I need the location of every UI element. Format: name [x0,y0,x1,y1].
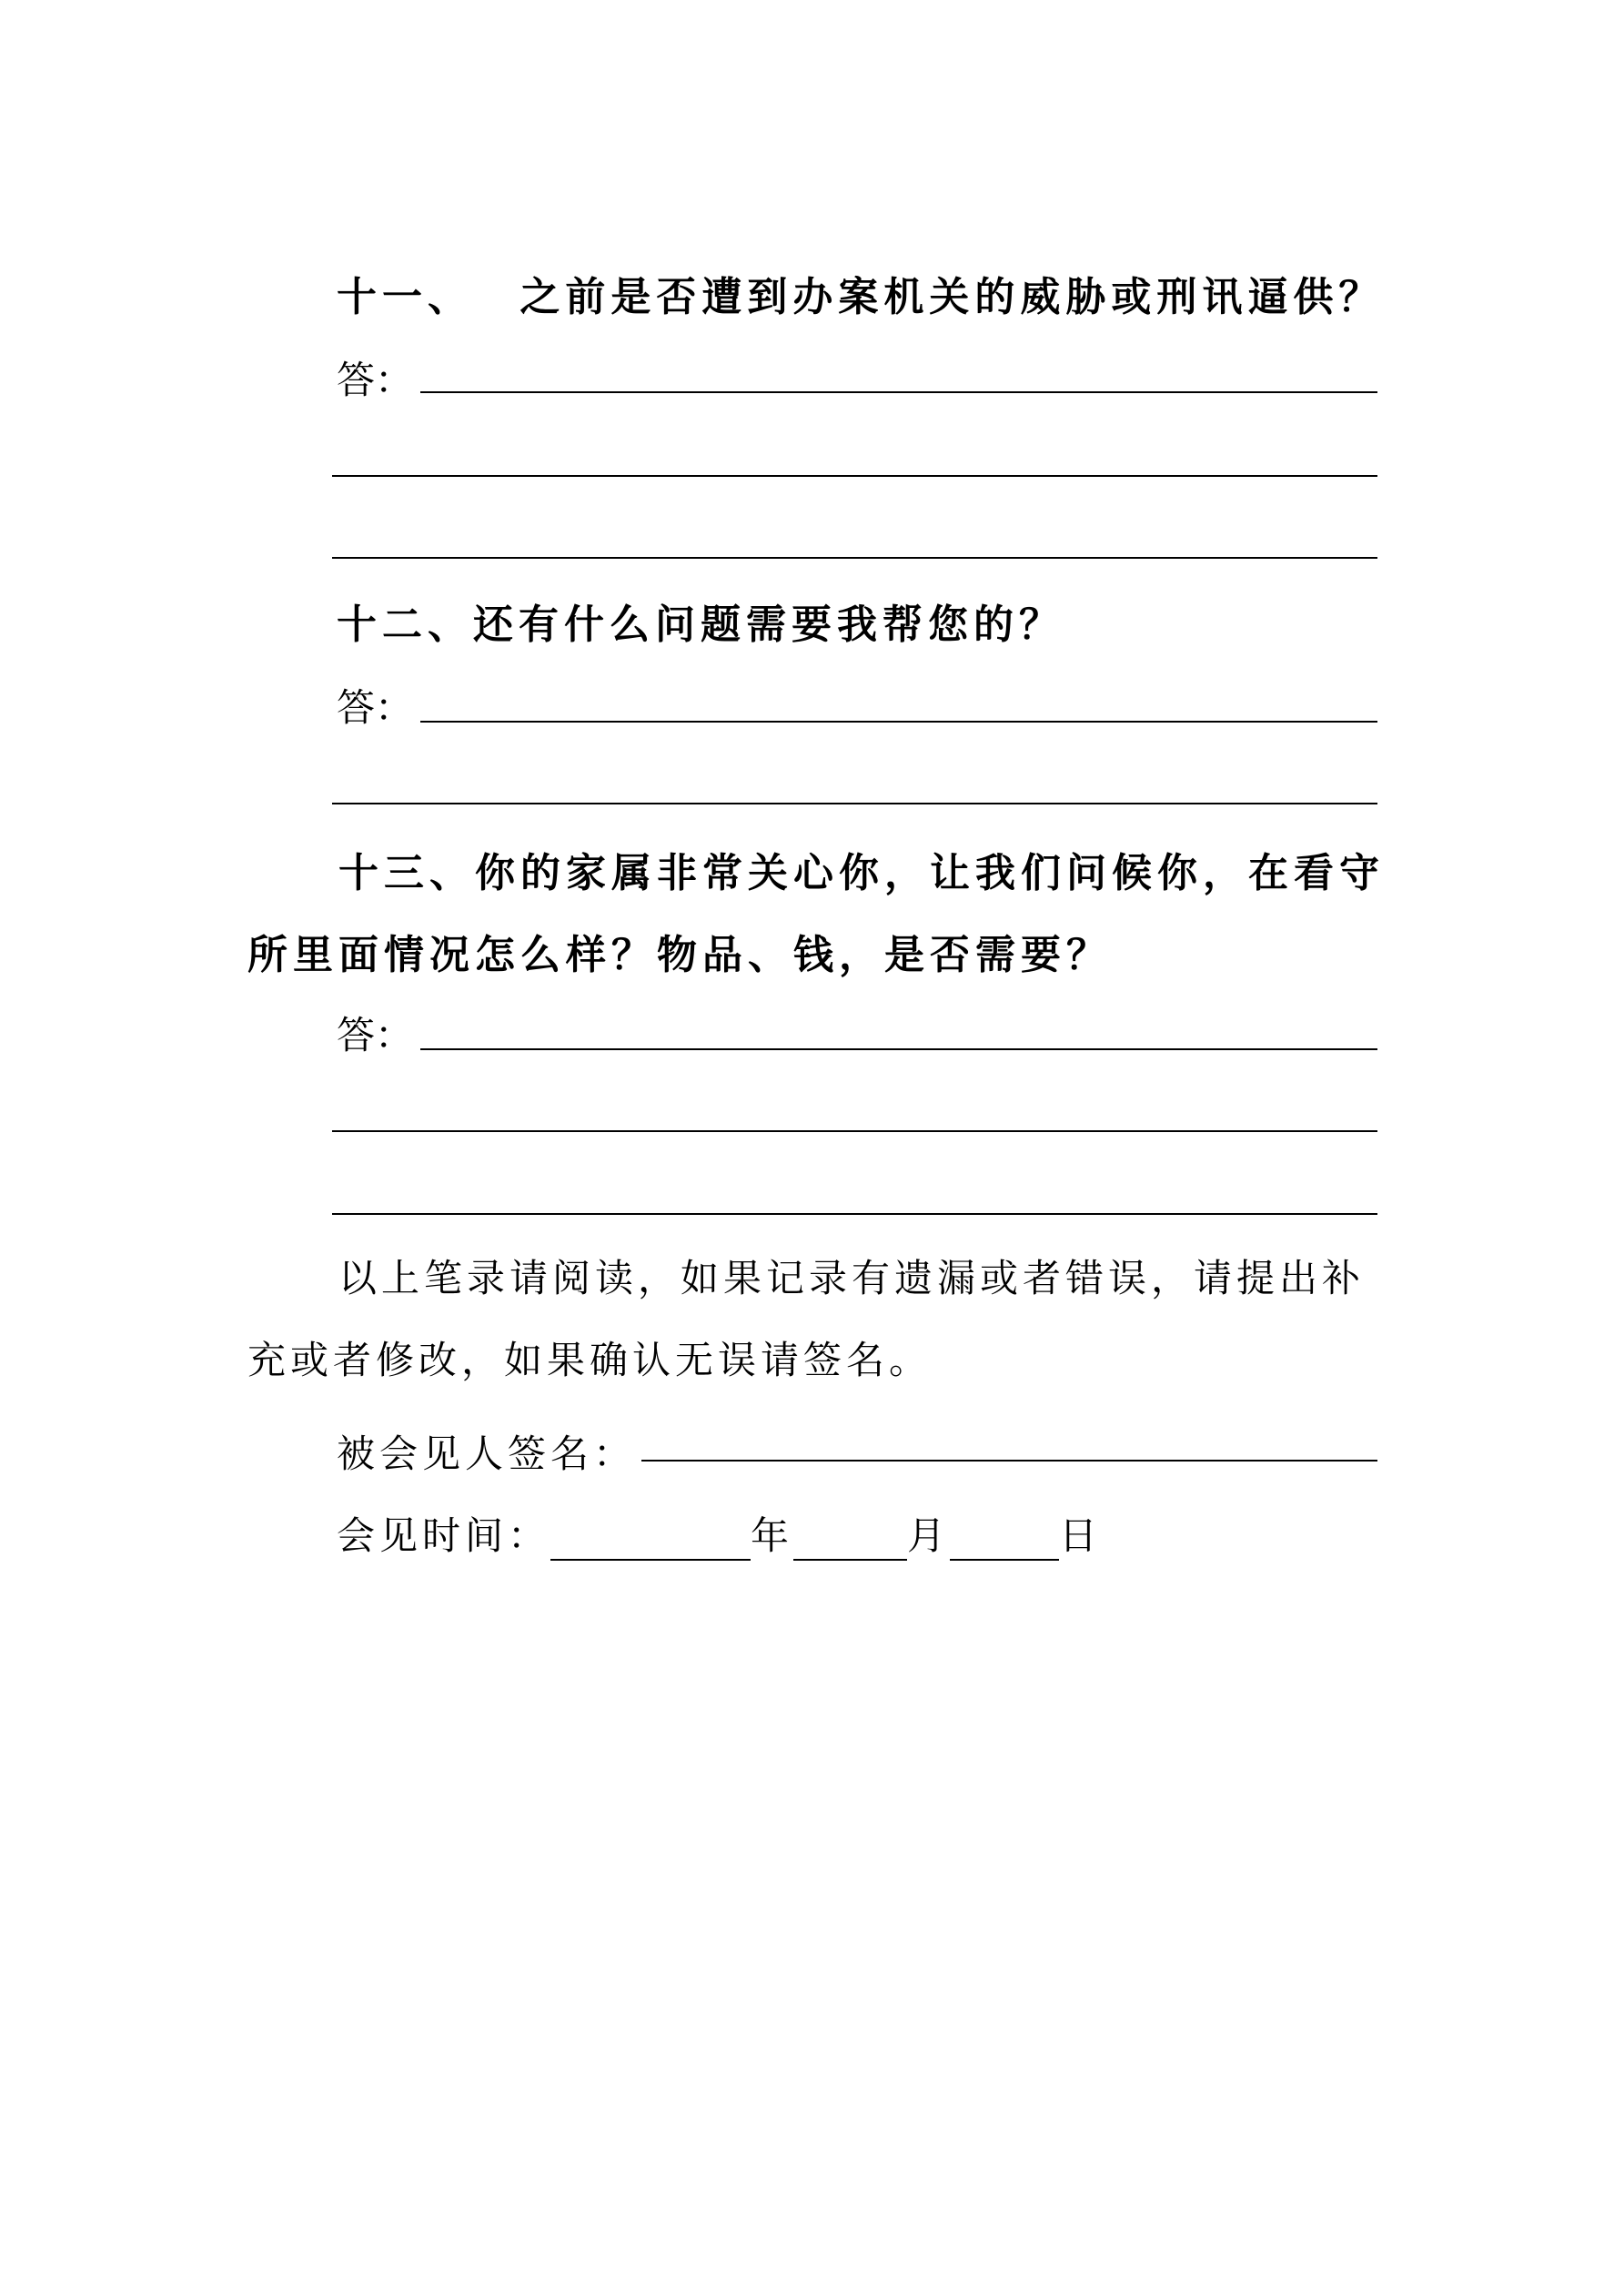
answer-line[interactable] [332,475,1377,477]
day-blank[interactable] [950,1522,1059,1561]
signature-label: 被会见人签名： [337,1431,637,1476]
answer-line[interactable] [420,1048,1377,1050]
question-13: 十三、你的家属非常关心你，让我们问候你，在看守所里面情况怎么样？物品、钱，是否需要？ [247,850,1385,978]
closing-instructions: 以上笔录请阅读，如果记录有遗漏或者错误，请提出补充或者修改，如果确认无误请签名。 [247,1256,1366,1382]
answer-label-13: 答： [337,1013,414,1057]
question-11 [337,264,1384,322]
answer-line[interactable] [332,803,1377,804]
question-11-number: 十一、 [337,274,473,320]
year-label: 年 [751,1513,794,1558]
month-blank[interactable] [793,1522,907,1561]
answer-line[interactable] [332,557,1377,559]
answer-label-12: 答： [337,685,414,730]
answer-label-11: 答： [337,358,414,402]
signature-row [337,1424,636,1479]
meeting-time-row [337,1506,1102,1561]
question-11-text: 之前是否遭到办案机关的威胁或刑讯逼供？ [519,274,1385,320]
signature-line[interactable] [641,1460,1377,1462]
answer-line[interactable] [420,721,1377,723]
answer-line[interactable] [332,1213,1377,1215]
question-12: 十二、还有什么问题需要我帮您的？ [337,602,1064,648]
day-label: 日 [1059,1513,1103,1558]
answer-line[interactable] [332,1130,1377,1132]
meeting-time-label: 会见时间： [337,1513,551,1558]
month-label: 月 [907,1513,951,1558]
answer-line[interactable] [420,391,1377,393]
year-blank[interactable] [550,1522,751,1561]
